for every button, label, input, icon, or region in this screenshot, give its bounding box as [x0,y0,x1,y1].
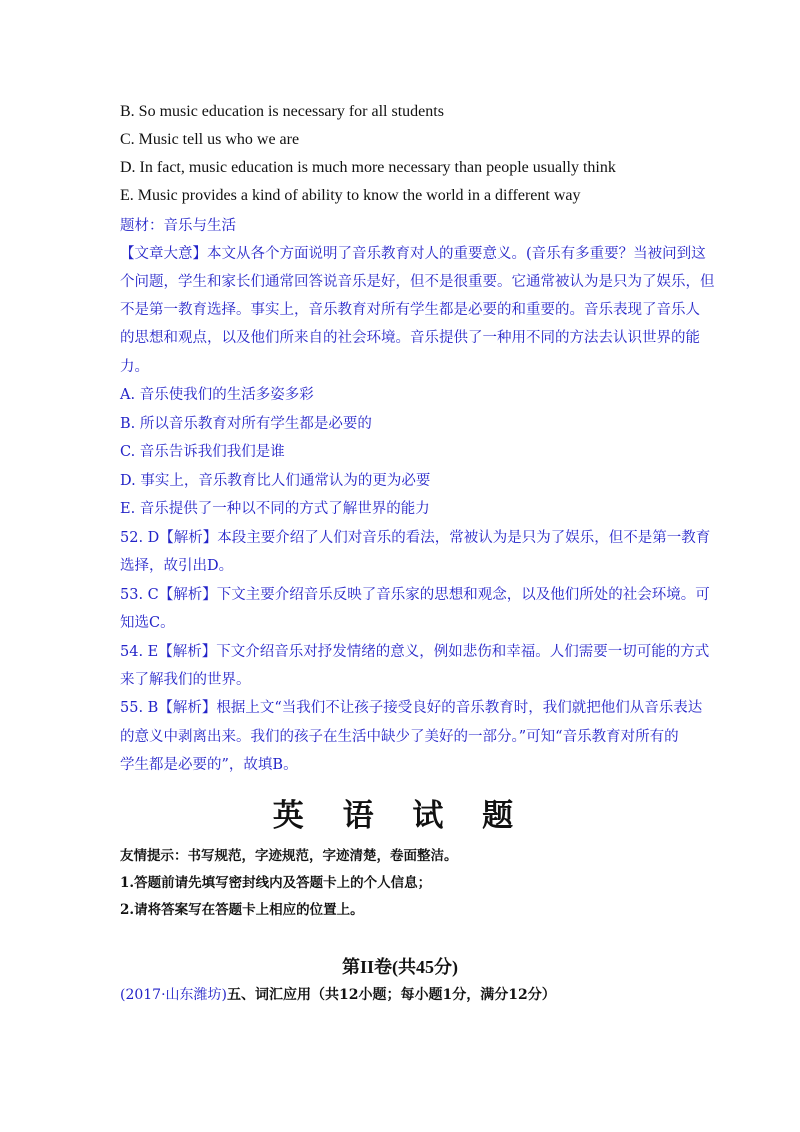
answer-52: 52. D【解析】本段主要介绍了人们对音乐的看法，常被认为是只为了娱乐，但不是第一教育 [120,530,711,546]
answer-55: 55. B【解析】根据上文“当我们不让孩子接受良好的音乐教育时，我们就把他们从音乐表达 [120,700,703,716]
summary-line: 个问题，学生和家长们通常回答说音乐是好，但不是很重要。它通常被认为是只为了娱乐，但 [120,274,715,290]
option-cn-a: A. 音乐使我们的生活多姿多彩 [120,387,314,403]
answer-54: 54. E【解析】下文介绍音乐对抒发情绪的意义，例如悲伤和幸福。人们需要一切可能的方式 [120,644,710,660]
answer-54-cont: 来了解我们的世界。 [120,672,251,688]
option-cn-c: C. 音乐告诉我们我们是谁 [120,444,285,460]
answer-53-cont: 知选C。 [120,615,175,631]
section-heading-text: 五、词汇应用（共12小题；每小题1分，满分12分） [227,987,556,1003]
exam-title: 英 语 试 题 [272,798,528,834]
option-en-c: C. Music tell us who we are [120,131,300,148]
option-cn-d: D. 事实上，音乐教育比人们通常认为的更为必要 [120,473,431,489]
topic-label: 题材：音乐与生活 [120,218,236,234]
answer-55-cont: 学生都是必要的”，故填B。 [120,757,298,773]
volume-title: 第II卷(共45分) [342,957,458,977]
answer-53: 53. C【解析】下文主要介绍音乐反映了音乐家的思想和观念，以及他们所处的社会环境。可 [120,587,710,603]
option-en-d: D. In fact, music education is much more necessary than people usually think [120,159,616,176]
option-en-e: E. Music provides a kind of ability to know the world in a different way [120,187,581,204]
summary-line: 的思想和观点，以及他们所来自的社会环境。音乐提供了一种用不同的方法去认识世界的能 [120,330,700,346]
summary-line: 不是第一教育选择。事实上，音乐教育对所有学生都是必要的和重要的。音乐表现了音乐人 [120,302,700,318]
option-cn-e: E. 音乐提供了一种以不同的方式了解世界的能力 [120,501,430,517]
answer-52-cont: 选择，故引出D。 [120,558,234,574]
tip-line: 1.答题前请先填写密封线内及答题卡上的个人信息； [120,875,432,891]
answer-55-cont: 的意义中剥离出来。我们的孩子在生活中缺少了美好的一部分。”可知“音乐教育对所有的 [120,729,679,745]
option-en-b: B. So music education is necessary for all students [120,103,444,120]
tip-line: 2.请将答案写在答题卡上相应的位置上。 [120,902,364,918]
section-heading [120,985,556,1005]
option-cn-b: B. 所以音乐教育对所有学生都是必要的 [120,416,372,432]
summary-line: 力。 [120,359,149,375]
section-source: (2017·山东潍坊) [120,987,228,1003]
summary-line: 【文章大意】本文从各个方面说明了音乐教育对人的重要意义。(音乐有多重要？当被问到这 [120,246,706,262]
tip-line: 友情提示：书写规范，字迹规范，字迹清楚，卷面整洁。 [120,848,458,864]
